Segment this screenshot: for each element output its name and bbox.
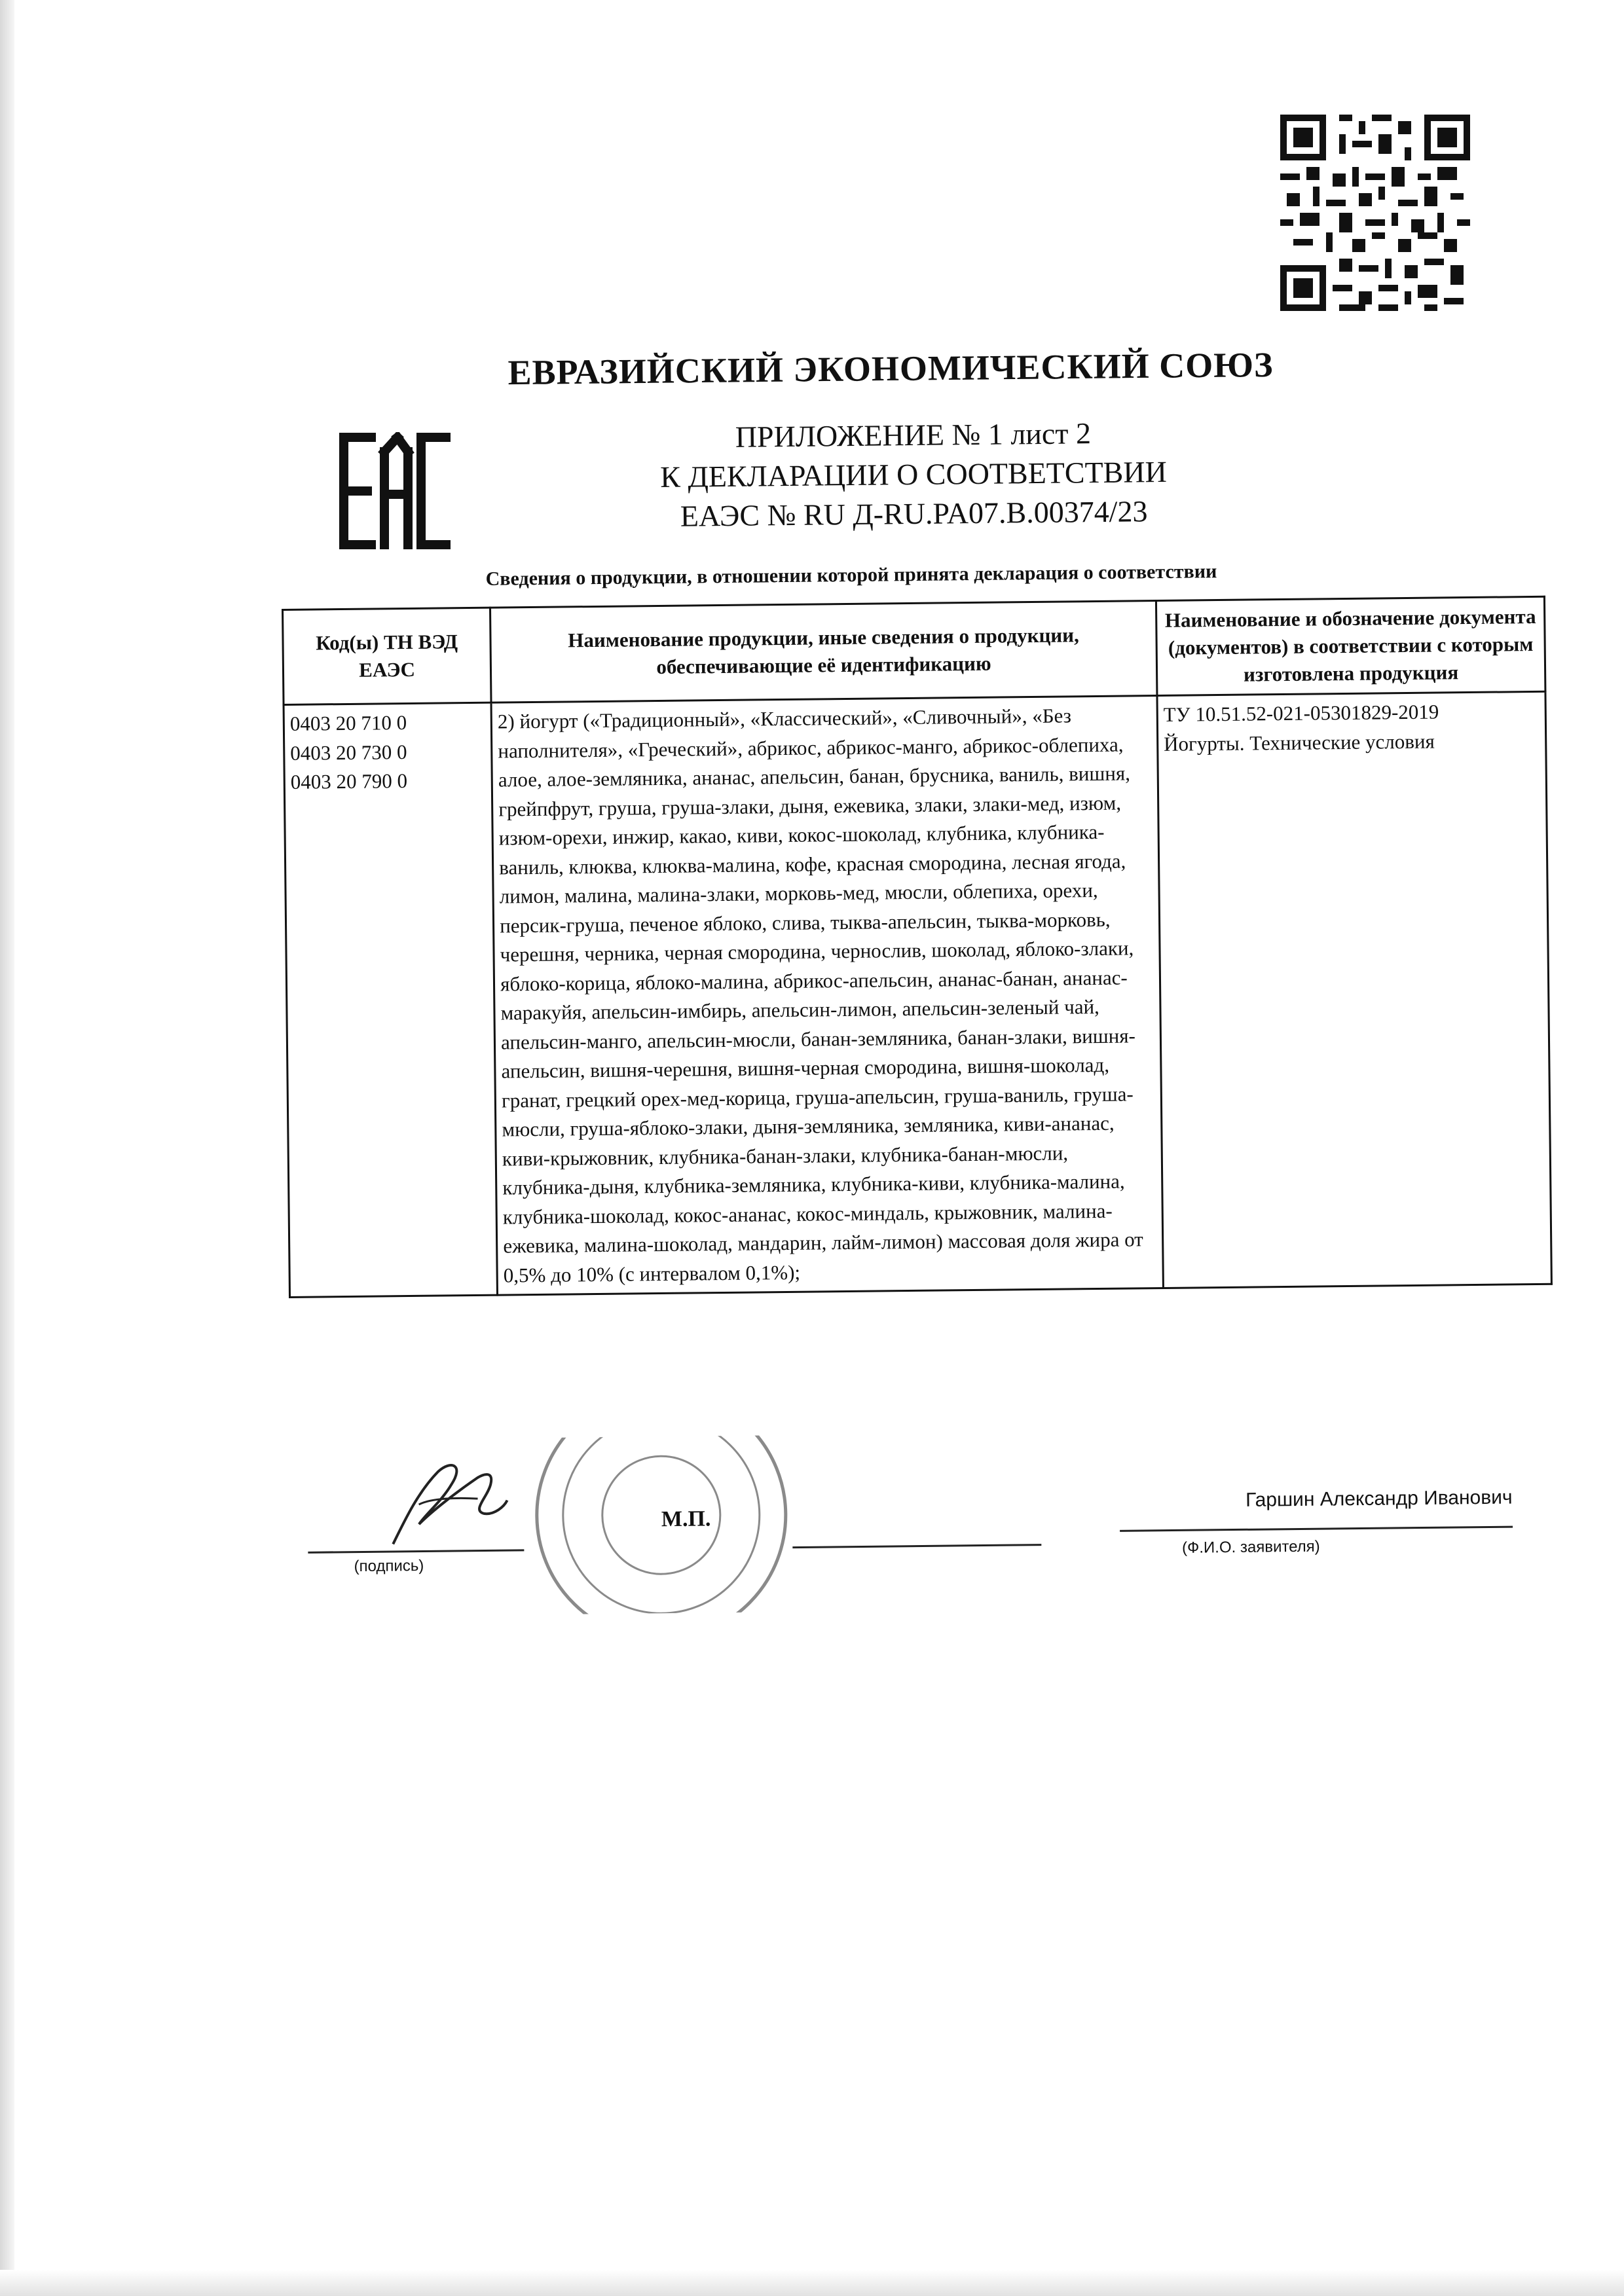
header-product-name: Наименование продукции, иные сведения о продукции, обеспечивающие её идентификацию <box>490 601 1157 703</box>
code-item: 0403 20 710 0 <box>289 711 407 735</box>
cell-product-name: 2) йогурт («Традиционный», «Классический», «Сливочный», «Без наполнителя», «Греческий», абрикос, абрикос-манго, абрикос-облепиха, алое, алое-земляника, ананас, апельсин, банан, брусника, ваниль, вишня, грейпфрут, груша, груша-злаки, дыня, ежевика, злаки, злаки-мед, изюм, изюм-орехи, инжир, какао, киви, кокос-шоколад, клубника, клубника-ваниль, клюква, клюква-малина, кофе, красная смородина, лесная ягода, лимон, малина, малина-злаки, морковь-мед, мюсли, облепиха, орехи, персик-груша, печеное яблоко, слива, тыква-апельсин, тыква-морковь, черешня, черника, черная смородина, чернослив, шоколад, яблоко-злаки, яблоко-корица, яблоко-малина, абрикос-апельсин, ананас-банан, ананас-маракуйя, апельсин-имбирь, апельсин-лимон, апельсин-зеленый чай, апельсин-манго, апельсин-мюсли, банан-земляника, банан-злаки, вишня-апельсин, вишня-черешня, вишня-черная смородина, вишня-шоколад, гранат, грецкий орех-мед-корица, груша-апельсин, груша-ваниль, груша-мюсли, груша-яблоко-злаки, дыня-земляника, земляника, киви-ананас, киви-крыжовник, клубника-банан-злаки, клубника-банан-мюсли, клубника-дыня, клубника-земляника, клубника-киви, клубника-малина, клубника-шоколад, кокос-ананас, кокос-миндаль, крыжовник, малина-ежевика, малина-шоколад, мандарин, лайм-лимон) массовая доля жира от 0,5% до 10% (с интервалом 0,1%); <box>491 696 1163 1296</box>
header-document: Наименование и обозначение документа (документов) в соответствии с которым изготовлена продукция <box>1156 596 1545 695</box>
signature-caption: (подпись) <box>354 1556 424 1576</box>
applicant-line <box>1120 1526 1513 1532</box>
applicant-name: Гаршин Александр Иванович <box>1245 1486 1513 1511</box>
declaration-table-wrapper <box>282 596 1553 1298</box>
scan-edge-bottom <box>0 2270 1624 2296</box>
stamp-line <box>792 1544 1041 1548</box>
stamp-place-label: М.П. <box>661 1506 711 1532</box>
signature-area <box>307 1447 1540 1604</box>
cell-codes <box>284 702 498 1297</box>
product-info-caption: Сведения о продукции, в отношении которой принята декларация о соответствии <box>485 560 1217 590</box>
code-item: 0403 20 790 0 <box>290 769 408 793</box>
appendix-subtitle: К ДЕКЛАРАЦИИ О СООТВЕТСТВИИ <box>659 454 1168 494</box>
document-title: Йогурты. Технические условия <box>1163 729 1435 756</box>
appendix-number: ПРИЛОЖЕНИЕ № 1 лист 2 <box>735 416 1092 454</box>
code-item: 0403 20 730 0 <box>290 740 407 765</box>
signature-line <box>308 1549 524 1553</box>
table-row <box>284 691 1551 1297</box>
declaration-table <box>282 596 1553 1298</box>
document-code: ТУ 10.51.52-021-05301829-2019 <box>1163 700 1439 726</box>
appendix-heading <box>576 412 1251 538</box>
eac-logo <box>337 432 452 550</box>
cell-document <box>1157 691 1552 1288</box>
applicant-caption: (Ф.И.О. заявителя) <box>1181 1537 1320 1557</box>
scan-edge <box>0 0 14 2296</box>
table-header-row <box>283 596 1545 704</box>
qr-code-icon <box>1280 115 1470 311</box>
union-title: ЕВРАЗИЙСКИЙ ЭКОНОМИЧЕСКИЙ СОЮЗ <box>507 344 1274 393</box>
declaration-number: ЕАЭС № RU Д-RU.PA07.B.00374/23 <box>680 494 1148 533</box>
header-code: Код(ы) ТН ВЭД ЕАЭС <box>283 608 492 704</box>
handwritten-signature <box>379 1451 511 1551</box>
